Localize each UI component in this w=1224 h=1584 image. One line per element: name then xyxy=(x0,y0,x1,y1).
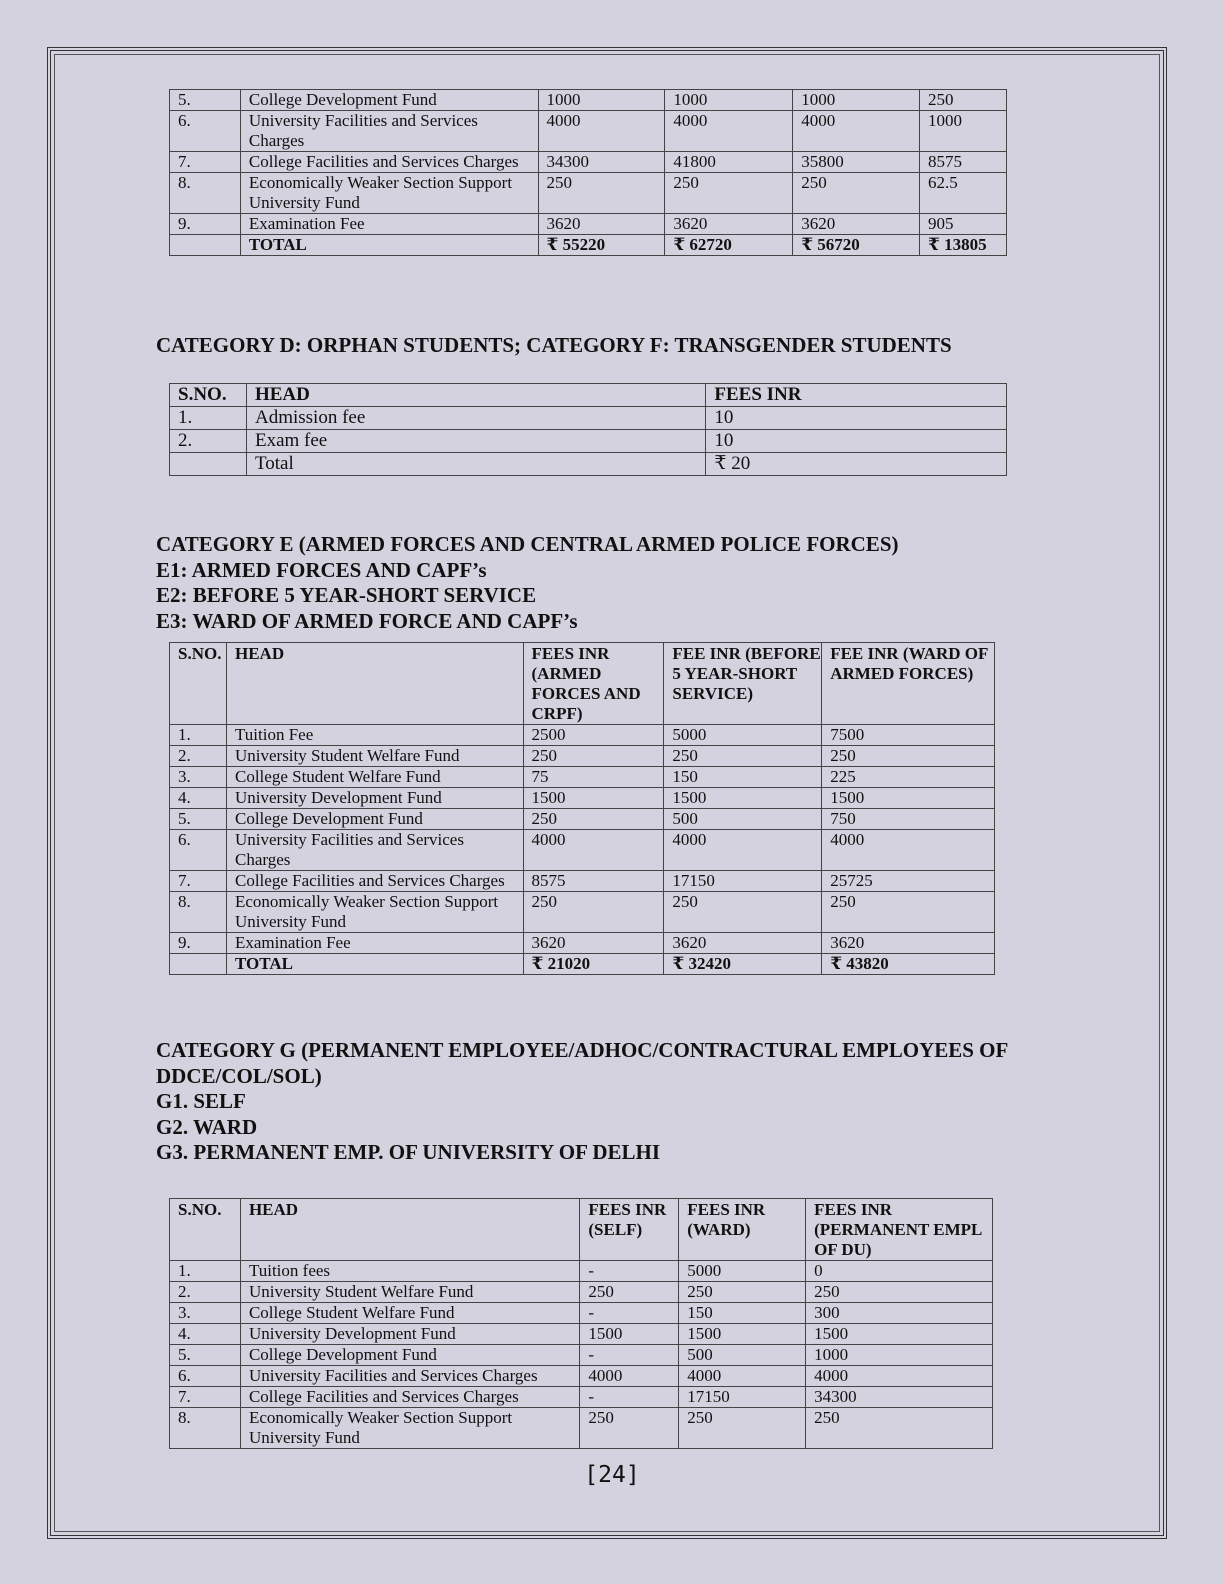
table-cell: University Development Fund xyxy=(240,1324,579,1345)
table-cell: - xyxy=(580,1345,679,1366)
table-cell: 5. xyxy=(170,809,227,830)
table-cell: 17150 xyxy=(664,871,822,892)
table-header-row xyxy=(170,384,1007,407)
table-cell: FEES INR xyxy=(706,384,1007,407)
category-g-heading: CATEGORY G (PERMANENT EMPLOYEE/ADHOC/CONTRACTURAL EMPLOYEES OF xyxy=(156,1038,1009,1062)
table-cell xyxy=(170,954,227,975)
table-row xyxy=(170,453,1007,476)
table-cell: Tuition fees xyxy=(240,1261,579,1282)
table-cell: 4000 xyxy=(793,111,920,152)
table-row xyxy=(170,111,1007,152)
table-cell: 3620 xyxy=(822,933,995,954)
table-row xyxy=(170,90,1007,111)
table-cell: 10 xyxy=(706,407,1007,430)
table-cell: 17150 xyxy=(679,1387,806,1408)
table-row xyxy=(170,767,995,788)
table-row xyxy=(170,1345,993,1366)
table-row xyxy=(170,809,995,830)
table-row xyxy=(170,933,995,954)
table-cell: 7. xyxy=(170,152,241,173)
table-cell: 4. xyxy=(170,788,227,809)
table-cell: 8. xyxy=(170,173,241,214)
table-cell: University Facilities and Services Charges xyxy=(240,1366,579,1387)
table-cell: 8575 xyxy=(523,871,664,892)
table-cell: 2. xyxy=(170,430,247,453)
table-cell: 150 xyxy=(664,767,822,788)
e1-heading: E1: ARMED FORCES AND CAPF’s xyxy=(156,557,487,582)
table-cell: 35800 xyxy=(793,152,920,173)
table-row xyxy=(170,1324,993,1345)
table-cell: 250 xyxy=(679,1282,806,1303)
table-cell: FEES INR (SELF) xyxy=(580,1199,679,1261)
table-cell: 1000 xyxy=(806,1345,993,1366)
table-row xyxy=(170,1366,993,1387)
table-cell: 4000 xyxy=(664,830,822,871)
table-cell: 3620 xyxy=(523,933,664,954)
table-cell: 6. xyxy=(170,111,241,152)
table-total-row xyxy=(170,235,1007,256)
table-cell: S.NO. xyxy=(170,643,227,725)
table-cell: - xyxy=(580,1261,679,1282)
category-g-table xyxy=(169,1198,993,1449)
table-cell: 250 xyxy=(664,746,822,767)
table-cell: 1000 xyxy=(793,90,920,111)
page-number: [24] xyxy=(584,1462,640,1488)
table-cell: 4000 xyxy=(665,111,793,152)
table-cell: 4000 xyxy=(806,1366,993,1387)
table-row xyxy=(170,430,1007,453)
table-cell: 2. xyxy=(170,746,227,767)
table-cell: ₹ 55220 xyxy=(538,235,665,256)
table-cell: 250 xyxy=(806,1408,993,1449)
table-cell: ₹ 20 xyxy=(706,453,1007,476)
table-row xyxy=(170,1387,993,1408)
table-row xyxy=(170,173,1007,214)
table-cell: 3620 xyxy=(664,933,822,954)
table-cell: 62.5 xyxy=(920,173,1007,214)
table-cell: FEES INR (ARMED FORCES AND CRPF) xyxy=(523,643,664,725)
table-cell: University Development Fund xyxy=(226,788,523,809)
table-cell: ₹ 32420 xyxy=(664,954,822,975)
table-cell: 1500 xyxy=(580,1324,679,1345)
table-cell: 8. xyxy=(170,1408,241,1449)
table-cell: Examination Fee xyxy=(240,214,538,235)
table-cell: University Student Welfare Fund xyxy=(226,746,523,767)
e2-heading: E2: BEFORE 5 YEAR-SHORT SERVICE xyxy=(156,583,537,607)
table-cell: 8. xyxy=(170,892,227,933)
table-cell: University Student Welfare Fund xyxy=(240,1282,579,1303)
table-cell: 1000 xyxy=(538,90,665,111)
table-cell: ₹ 13805 xyxy=(920,235,1007,256)
table-cell: Economically Weaker Section Support University Fund xyxy=(240,1408,579,1449)
table-cell: University Facilities and Services Charges xyxy=(226,830,523,871)
table-cell: 3. xyxy=(170,767,227,788)
table-cell: 250 xyxy=(806,1282,993,1303)
table-cell: 250 xyxy=(538,173,665,214)
table-cell xyxy=(170,453,247,476)
table-cell: 7. xyxy=(170,1387,241,1408)
table-cell: ₹ 56720 xyxy=(793,235,920,256)
table-cell: 250 xyxy=(920,90,1007,111)
table-cell: 8575 xyxy=(920,152,1007,173)
table-row xyxy=(170,1408,993,1449)
table-cell: College Facilities and Services Charges xyxy=(240,152,538,173)
table-cell: ₹ 62720 xyxy=(665,235,793,256)
table-cell: ₹ 43820 xyxy=(822,954,995,975)
table-cell: - xyxy=(580,1303,679,1324)
category-e-heading: CATEGORY E (ARMED FORCES AND CENTRAL ARMED POLICE FORCES) xyxy=(156,532,899,556)
table-cell: 7500 xyxy=(822,725,995,746)
table-cell: 5000 xyxy=(679,1261,806,1282)
table-cell: College Development Fund xyxy=(226,809,523,830)
table-cell: College Student Welfare Fund xyxy=(240,1303,579,1324)
table-cell: Admission fee xyxy=(246,407,705,430)
table-cell: College Development Fund xyxy=(240,1345,579,1366)
table-cell: ₹ 21020 xyxy=(523,954,664,975)
table-cell: 4000 xyxy=(523,830,664,871)
table-cell: 1500 xyxy=(822,788,995,809)
table-row xyxy=(170,830,995,871)
table-cell: 1. xyxy=(170,1261,241,1282)
table-cell: 5. xyxy=(170,90,241,111)
g1-heading: G1. SELF xyxy=(156,1089,246,1113)
table-cell: 6. xyxy=(170,830,227,871)
table-cell: Exam fee xyxy=(246,430,705,453)
table-cell: College Facilities and Services Charges xyxy=(240,1387,579,1408)
table-row xyxy=(170,1261,993,1282)
table-cell: 2. xyxy=(170,1282,241,1303)
table-cell: 10 xyxy=(706,430,1007,453)
table-cell: 250 xyxy=(523,746,664,767)
table-cell: 250 xyxy=(664,892,822,933)
table-cell: FEE INR (WARD OF ARMED FORCES) xyxy=(822,643,995,725)
table-cell: 75 xyxy=(523,767,664,788)
table-cell: 1000 xyxy=(920,111,1007,152)
table-cell: 1. xyxy=(170,725,227,746)
table-cell: 34300 xyxy=(538,152,665,173)
table-cell: HEAD xyxy=(240,1199,579,1261)
table-cell: 25725 xyxy=(822,871,995,892)
table-cell: 34300 xyxy=(806,1387,993,1408)
table-cell: Economically Weaker Section Support University Fund xyxy=(240,173,538,214)
table-cell: 3620 xyxy=(665,214,793,235)
table-cell: Total xyxy=(246,453,705,476)
table-total-row xyxy=(170,954,995,975)
table-cell: S.NO. xyxy=(170,384,247,407)
table-cell: 4000 xyxy=(538,111,665,152)
table-cell: 1500 xyxy=(806,1324,993,1345)
table-cell: 1. xyxy=(170,407,247,430)
table-cell: 3620 xyxy=(538,214,665,235)
table-cell: 250 xyxy=(580,1282,679,1303)
table-cell: 500 xyxy=(664,809,822,830)
category-e-table xyxy=(169,642,995,975)
table-row xyxy=(170,871,995,892)
g3-heading: G3. PERMANENT EMP. OF UNIVERSITY OF DELHI xyxy=(156,1140,661,1164)
table-row xyxy=(170,892,995,933)
table-row xyxy=(170,1303,993,1324)
table-cell: 250 xyxy=(523,892,664,933)
category-g-headings xyxy=(156,1038,1008,1166)
e3-heading: E3: WARD OF ARMED FORCE AND CAPF’s xyxy=(156,608,578,633)
table-cell: 41800 xyxy=(665,152,793,173)
table-cell: 2500 xyxy=(523,725,664,746)
table-cell: HEAD xyxy=(226,643,523,725)
table-cell: 1500 xyxy=(664,788,822,809)
table-cell: 5. xyxy=(170,1345,241,1366)
table-row xyxy=(170,788,995,809)
table-cell: 7. xyxy=(170,871,227,892)
table-cell: 4000 xyxy=(822,830,995,871)
table-cell: 9. xyxy=(170,214,241,235)
category-e-headings xyxy=(156,532,899,634)
table-cell: University Facilities and Services Charges xyxy=(240,111,538,152)
table-cell: 250 xyxy=(523,809,664,830)
table-cell: 3. xyxy=(170,1303,241,1324)
table-cell: 3620 xyxy=(793,214,920,235)
table-cell: - xyxy=(580,1387,679,1408)
table-cell: 1000 xyxy=(665,90,793,111)
table-cell: 250 xyxy=(822,892,995,933)
table-header-row xyxy=(170,1199,993,1261)
category-d-table xyxy=(169,383,1007,476)
table-cell: 4000 xyxy=(679,1366,806,1387)
table-cell: 250 xyxy=(665,173,793,214)
table-cell: Examination Fee xyxy=(226,933,523,954)
table-cell: HEAD xyxy=(246,384,705,407)
table-cell: 300 xyxy=(806,1303,993,1324)
category-d-heading: CATEGORY D: ORPHAN STUDENTS; CATEGORY F: TRANSGENDER STUDENTS xyxy=(156,333,952,357)
table-row xyxy=(170,746,995,767)
table-cell: Tuition Fee xyxy=(226,725,523,746)
table-cell: 4. xyxy=(170,1324,241,1345)
table-cell: 9. xyxy=(170,933,227,954)
table-cell: 250 xyxy=(822,746,995,767)
table-cell: 1500 xyxy=(679,1324,806,1345)
table-row xyxy=(170,152,1007,173)
table-cell: 500 xyxy=(679,1345,806,1366)
table-cell: FEE INR (BEFORE 5 YEAR-SHORT SERVICE) xyxy=(664,643,822,725)
table-cell: S.NO. xyxy=(170,1199,241,1261)
table-cell: TOTAL xyxy=(240,235,538,256)
table-cell: 250 xyxy=(679,1408,806,1449)
table-cell: 225 xyxy=(822,767,995,788)
table-row xyxy=(170,407,1007,430)
table-cell: FEES INR (WARD) xyxy=(679,1199,806,1261)
table-cell: 905 xyxy=(920,214,1007,235)
table-row xyxy=(170,214,1007,235)
table-cell: 1500 xyxy=(523,788,664,809)
table-cell: 750 xyxy=(822,809,995,830)
table-cell: 4000 xyxy=(580,1366,679,1387)
table-cell: TOTAL xyxy=(226,954,523,975)
table-cell: 0 xyxy=(806,1261,993,1282)
table-cell: 150 xyxy=(679,1303,806,1324)
table-cell xyxy=(170,235,241,256)
table-cell: 5000 xyxy=(664,725,822,746)
table-cell: College Development Fund xyxy=(240,90,538,111)
table-cell: College Facilities and Services Charges xyxy=(226,871,523,892)
table-row xyxy=(170,1282,993,1303)
table-cell: 250 xyxy=(580,1408,679,1449)
category-g-heading-cont: DDCE/COL/SOL) xyxy=(156,1063,322,1088)
table-cell: 6. xyxy=(170,1366,241,1387)
table-row xyxy=(170,725,995,746)
table-cell: Economically Weaker Section Support University Fund xyxy=(226,892,523,933)
fee-table-continued xyxy=(169,89,1007,256)
table-cell: FEES INR (PERMANENT EMPL OF DU) xyxy=(806,1199,993,1261)
table-cell: 250 xyxy=(793,173,920,214)
g2-heading: G2. WARD xyxy=(156,1114,258,1139)
table-cell: College Student Welfare Fund xyxy=(226,767,523,788)
table-header-row xyxy=(170,643,995,725)
